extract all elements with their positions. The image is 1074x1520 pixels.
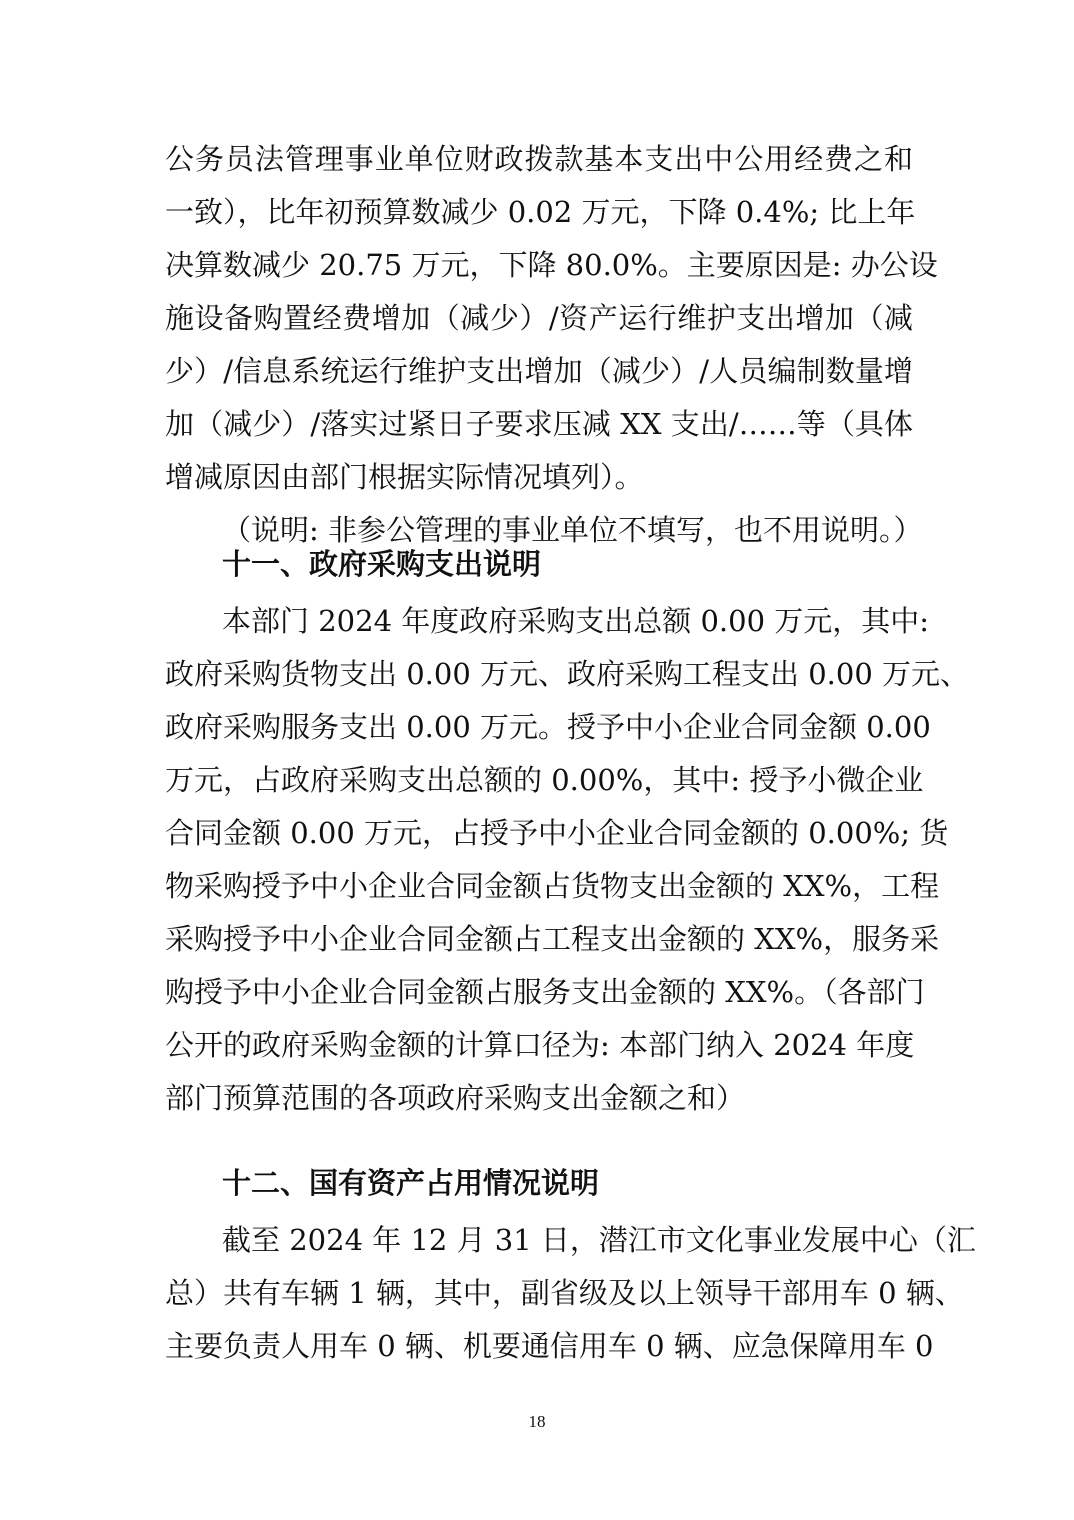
paragraph-line: 施设备购置经费增加（减少）/资产运行维护支出增加（减: [165, 301, 913, 335]
paragraph-first-line: 本部门 2024 年度政府采购支出总额 0.00 万元，其中:: [222, 604, 930, 638]
section-12-paragraph: [165, 1214, 976, 1373]
paragraph-first-line: 截至 2024 年 12 月 31 日，潜江市文化事业发展中心（汇: [222, 1223, 976, 1257]
paragraph-line: 合同金额 0.00 万元，占授予中小企业合同金额的 0.00%; 货: [165, 816, 949, 850]
section-12-heading: 十二、国有资产占用情况说明: [222, 1166, 600, 1200]
paragraph-line: 决算数减少 20.75 万元，下降 80.0%。主要原因是: 办公设: [165, 248, 938, 282]
section-11-paragraph: [165, 595, 970, 1125]
paragraph-line: 公务员法管理事业单位财政拨款基本支出中公用经费之和: [165, 142, 913, 176]
paragraph-line: 采购授予中小企业合同金额占工程支出金额的 XX%，服务采: [165, 922, 940, 956]
paragraph-line: 公开的政府采购金额的计算口径为: 本部门纳入 2024 年度: [165, 1028, 915, 1062]
paragraph-line: 万元，占政府采购支出总额的 0.00%，其中: 授予小微企业: [165, 763, 924, 797]
section-10-paragraph: [165, 133, 938, 557]
paragraph-line: 政府采购货物支出 0.00 万元、政府采购工程支出 0.00 万元、: [165, 657, 970, 691]
section-11-heading: 十一、政府采购支出说明: [222, 547, 542, 581]
page-number: 18: [528, 1412, 546, 1431]
paragraph-line: 少）/信息系统运行维护支出增加（减少）/人员编制数量增: [165, 354, 913, 388]
paragraph-line: 主要负责人用车 0 辆、机要通信用车 0 辆、应急保障用车 0: [165, 1329, 934, 1363]
paragraph-line: 增减原因由部门根据实际情况填列）。: [165, 460, 644, 494]
section-10-note: （说明: 非参公管理的事业单位不填写，也不用说明。）: [222, 513, 923, 547]
paragraph-line: 一致），比年初预算数减少 0.02 万元，下降 0.4%; 比上年: [165, 195, 916, 229]
paragraph-line: 加（减少）/落实过紧日子要求压减 XX 支出/……等（具体: [165, 407, 913, 441]
paragraph-line: 购授予中小企业合同金额占服务支出金额的 XX%。（各部门: [165, 975, 925, 1009]
paragraph-line: 物采购授予中小企业合同金额占货物支出金额的 XX%，工程: [165, 869, 940, 903]
paragraph-line: 总）共有车辆 1 辆，其中，副省级及以上领导干部用车 0 辆、: [165, 1276, 964, 1310]
paragraph-line: 政府采购服务支出 0.00 万元。授予中小企业合同金额 0.00: [165, 710, 931, 744]
paragraph-line: 部门预算范围的各项政府采购支出金额之和）: [165, 1081, 746, 1115]
